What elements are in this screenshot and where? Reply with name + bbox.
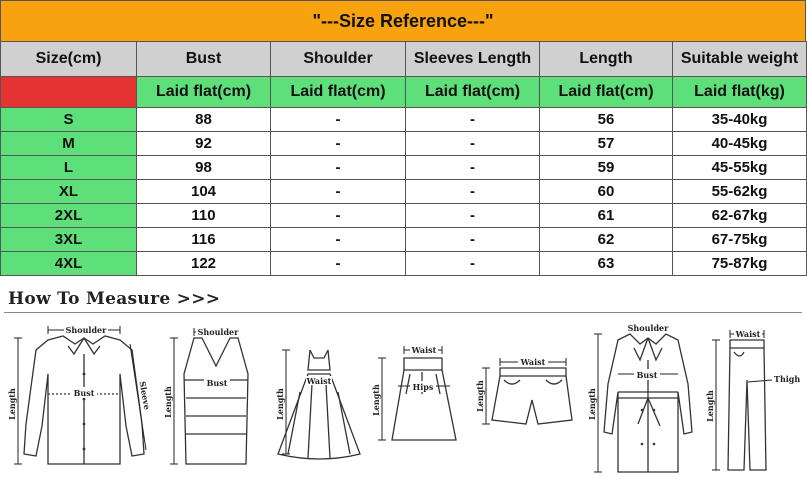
shoulder-label: Shoulder <box>65 325 107 335</box>
waist-label: Waist <box>520 357 546 367</box>
length-cell: 59 <box>540 156 673 180</box>
bust-cell: 116 <box>137 228 271 252</box>
sleeves-cell: - <box>406 252 540 276</box>
size-cell: 4XL <box>1 252 137 276</box>
table-row <box>1 252 807 276</box>
unit-bust: Laid flat(cm) <box>137 77 271 108</box>
pants-diagram <box>700 314 804 484</box>
waist-label: Waist <box>306 376 332 386</box>
size-cell: 2XL <box>1 204 137 228</box>
length-cell: 57 <box>540 132 673 156</box>
weight-cell: 62-67kg <box>673 204 807 228</box>
length-cell: 60 <box>540 180 673 204</box>
length-label: Length <box>475 380 485 412</box>
unit-length: Laid flat(cm) <box>540 77 673 108</box>
size-cell: 3XL <box>1 228 137 252</box>
unit-row <box>1 77 807 108</box>
length-label: Length <box>705 390 715 422</box>
bust-label: Bust <box>73 388 95 398</box>
sleeve-label: Sleeve <box>137 380 153 411</box>
sleeves-cell: - <box>406 132 540 156</box>
header-size: Size(cm) <box>1 42 137 77</box>
length-label: Length <box>275 388 285 420</box>
waist-label: Waist <box>411 345 437 355</box>
table-row <box>1 156 807 180</box>
shoulder-cell: - <box>271 204 406 228</box>
tank-top-diagram <box>160 314 268 484</box>
dress-diagram <box>270 314 370 484</box>
length-cell: 63 <box>540 252 673 276</box>
shirt-diagram <box>8 314 160 484</box>
bust-cell: 88 <box>137 108 271 132</box>
shoulder-cell: - <box>271 156 406 180</box>
divider <box>4 312 802 313</box>
shorts-diagram <box>474 314 588 484</box>
shoulder-cell: - <box>271 252 406 276</box>
table-row <box>1 228 807 252</box>
waist-label: Waist <box>735 329 761 339</box>
size-cell: L <box>1 156 137 180</box>
table-row <box>1 180 807 204</box>
weight-cell: 55-62kg <box>673 180 807 204</box>
thigh-label: Thigh <box>774 374 801 384</box>
header-row <box>1 42 807 77</box>
shoulder-cell: - <box>271 108 406 132</box>
table-title: "---Size Reference---" <box>0 0 806 42</box>
bust-cell: 104 <box>137 180 271 204</box>
length-cell: 56 <box>540 108 673 132</box>
sleeves-cell: - <box>406 156 540 180</box>
how-to-measure-title: How To Measure >>> <box>8 289 221 309</box>
weight-cell: 35-40kg <box>673 108 807 132</box>
length-label: Length <box>7 388 17 420</box>
measurement-diagrams <box>0 314 806 485</box>
header-shoulder: Shoulder <box>271 42 406 77</box>
bust-label: Bust <box>636 370 658 380</box>
length-label: Length <box>163 386 173 418</box>
unit-shoulder: Laid flat(cm) <box>271 77 406 108</box>
size-table <box>0 41 807 276</box>
weight-cell: 45-55kg <box>673 156 807 180</box>
weight-cell: 75-87kg <box>673 252 807 276</box>
sleeves-cell: - <box>406 108 540 132</box>
size-cell: S <box>1 108 137 132</box>
weight-cell: 67-75kg <box>673 228 807 252</box>
weight-cell: 40-45kg <box>673 132 807 156</box>
table-row <box>1 108 807 132</box>
bust-cell: 98 <box>137 156 271 180</box>
skirt-diagram <box>370 314 470 484</box>
length-label: Length <box>371 384 381 416</box>
bust-label: Bust <box>206 378 228 388</box>
coat-diagram <box>587 314 700 484</box>
shoulder-cell: - <box>271 228 406 252</box>
shoulder-cell: - <box>271 180 406 204</box>
header-weight: Suitable weight <box>673 42 807 77</box>
sleeves-cell: - <box>406 204 540 228</box>
sleeves-cell: - <box>406 228 540 252</box>
table-row <box>1 132 807 156</box>
bust-cell: 110 <box>137 204 271 228</box>
length-cell: 62 <box>540 228 673 252</box>
size-cell: XL <box>1 180 137 204</box>
shoulder-cell: - <box>271 132 406 156</box>
table-row <box>1 204 807 228</box>
shoulder-label: Shoulder <box>627 323 669 333</box>
sleeves-cell: - <box>406 180 540 204</box>
length-label: Length <box>587 388 597 420</box>
bust-cell: 92 <box>137 132 271 156</box>
hips-label: Hips <box>412 382 434 392</box>
unit-sleeves-length: Laid flat(cm) <box>406 77 540 108</box>
shoulder-label: Shoulder <box>197 327 239 337</box>
header-sleeves-length: Sleeves Length <box>406 42 540 77</box>
unit-weight: Laid flat(kg) <box>673 77 807 108</box>
size-cell: M <box>1 132 137 156</box>
header-length: Length <box>540 42 673 77</box>
length-cell: 61 <box>540 204 673 228</box>
unit-size <box>1 77 137 108</box>
bust-cell: 122 <box>137 252 271 276</box>
header-bust: Bust <box>137 42 271 77</box>
